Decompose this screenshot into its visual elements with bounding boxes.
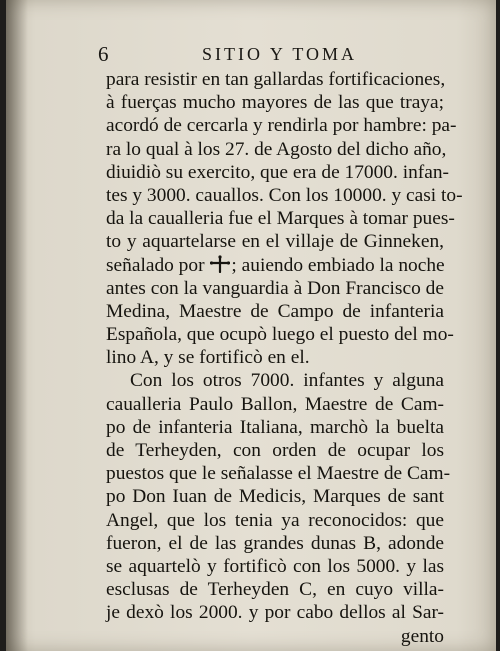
- catchword: gento: [400, 625, 444, 647]
- paragraph-first-line: Con los otros 7000. infantes y alguna: [130, 370, 444, 392]
- text-line: esclusas de Terheyden C, en cuyo villa-: [106, 579, 444, 601]
- text-line: lino A, y se fortificò en el.: [106, 347, 310, 369]
- text-line: se aquartelò y fortificò con los 5000. y las: [106, 555, 444, 577]
- body-text: [106, 68, 463, 648]
- text-line: je dexò los 2000. y por cabo dellos al Sar-: [106, 602, 444, 624]
- text-line: de Terheyden, con orden de ocupar los: [106, 440, 444, 461]
- text-line: diuidiò su exercito, que era de 17000. infan-: [106, 161, 450, 183]
- text-segment: ; auiendo embiado la noche: [231, 254, 445, 276]
- text-line: acordó de cercarla y rendirla por hambre: pa-: [106, 115, 457, 137]
- gutter-shadow: [6, 0, 28, 651]
- running-head: SITIO Y TOMA: [202, 44, 358, 64]
- text-segment: señalado por: [106, 254, 205, 276]
- text-line: fueron, el de las grandes dunas B, adonde: [106, 532, 444, 554]
- text-line-with-symbol: [106, 254, 444, 277]
- book-page: [6, 0, 496, 651]
- text-line: caualleria Paulo Ballon, Maestre de Cam-: [106, 393, 444, 415]
- text-line: antes con la vanguardia à Don Francisco de: [106, 277, 444, 299]
- cross-map-symbol-icon: [210, 255, 230, 273]
- text-line: da la caualleria fue el Marques à tomar pues-: [106, 208, 455, 230]
- text-line: para resistir en tan gallardas fortificaciones,: [106, 69, 446, 90]
- text-line: puestos que le señalasse el Maestre de Cam-: [106, 463, 451, 485]
- text-line: po Don Iuan de Medicis, Marques de sant: [106, 486, 444, 508]
- page-number: 6: [98, 42, 109, 66]
- text-line: ra lo qual à los 27. de Agosto del dicho año,: [106, 138, 447, 160]
- text-line: Angel, que los tenia ya reconocidos: que: [106, 509, 444, 531]
- page-header: [6, 42, 496, 68]
- text-line: Española, que ocupò luego el puesto del mo-: [106, 324, 454, 346]
- text-line: à fuerças mucho mayores de las que traya;: [106, 92, 444, 114]
- text-line: Medina, Maestre de Campo de infanteria: [106, 300, 444, 322]
- text-line: po de infanteria Italiana, marchò la buelta: [106, 416, 444, 438]
- text-line: tes y 3000. cauallos. Con los 10000. y casi to-: [106, 184, 463, 206]
- text-line: to y aquartelarse en el villaje de Ginneken,: [106, 231, 444, 253]
